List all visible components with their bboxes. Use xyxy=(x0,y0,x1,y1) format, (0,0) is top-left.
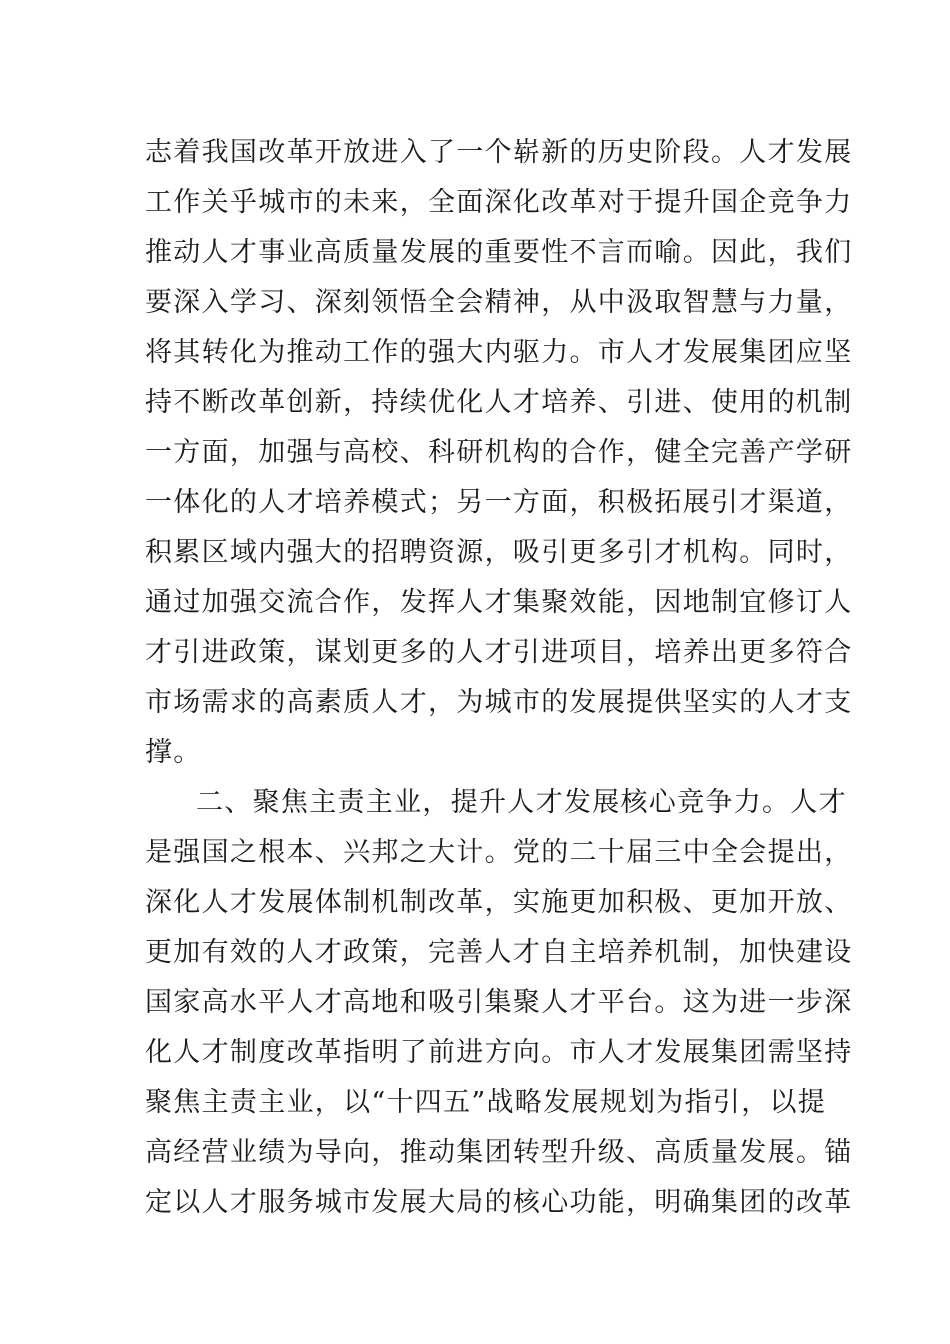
paragraph-line: 撑。 xyxy=(145,737,202,768)
paragraph-line: 国家高水平人才高地和吸引集聚人才平台。这为进一步深 xyxy=(145,987,853,1018)
paragraph-line: 志着我国改革开放进入了一个崭新的历史阶段。人才发展 xyxy=(145,137,853,168)
paragraph-line: 深化人才发展体制机制改革，实施更加积极、更加开放、 xyxy=(145,887,853,918)
paragraph-line: 才引进政策，谋划更多的人才引进项目，培养出更多符合 xyxy=(145,637,853,668)
paragraph-line: 一体化的人才培养模式；另一方面，积极拓展引才渠道， xyxy=(145,487,853,518)
paragraph-line: 将其转化为推动工作的强大内驱力。市人才发展集团应坚 xyxy=(145,337,853,368)
section-heading-line: 二、聚焦主责主业，提升人才发展核心竞争力。人才 xyxy=(196,787,847,818)
paragraph-line: 持不断改革创新，持续优化人才培养、引进、使用的机制 xyxy=(145,387,853,418)
paragraph-line: 化人才制度改革指明了前进方向。市人才发展集团需坚持 xyxy=(145,1037,853,1068)
paragraph-line: 是强国之根本、兴邦之大计。党的二十届三中全会提出， xyxy=(145,837,853,868)
paragraph-line: 要深入学习、深刻领悟全会精神，从中汲取智慧与力量， xyxy=(145,287,853,318)
paragraph-line: 积累区域内强大的招聘资源，吸引更多引才机构。同时， xyxy=(145,537,853,568)
paragraph-line: 市场需求的高素质人才，为城市的发展提供坚实的人才支 xyxy=(145,687,853,718)
paragraph-line: 一方面，加强与高校、科研机构的合作，健全完善产学研 xyxy=(145,437,853,468)
paragraph-line: 推动人才事业高质量发展的重要性不言而喻。因此，我们 xyxy=(145,237,853,268)
paragraph-line: 工作关乎城市的未来，全面深化改革对于提升国企竞争力 xyxy=(145,187,853,218)
paragraph-line: 定以人才服务城市发展大局的核心功能，明确集团的改革 xyxy=(145,1187,853,1218)
paragraph-line: 聚焦主责主业，以“十四五”战略发展规划为指引，以提 xyxy=(145,1087,827,1118)
paragraph-line: 通过加强交流合作，发挥人才集聚效能，因地制宜修订人 xyxy=(145,587,853,618)
paragraph-line: 更加有效的人才政策，完善人才自主培养机制，加快建设 xyxy=(145,937,853,968)
paragraph-line: 高经营业绩为导向，推动集团转型升级、高质量发展。锚 xyxy=(145,1137,853,1168)
